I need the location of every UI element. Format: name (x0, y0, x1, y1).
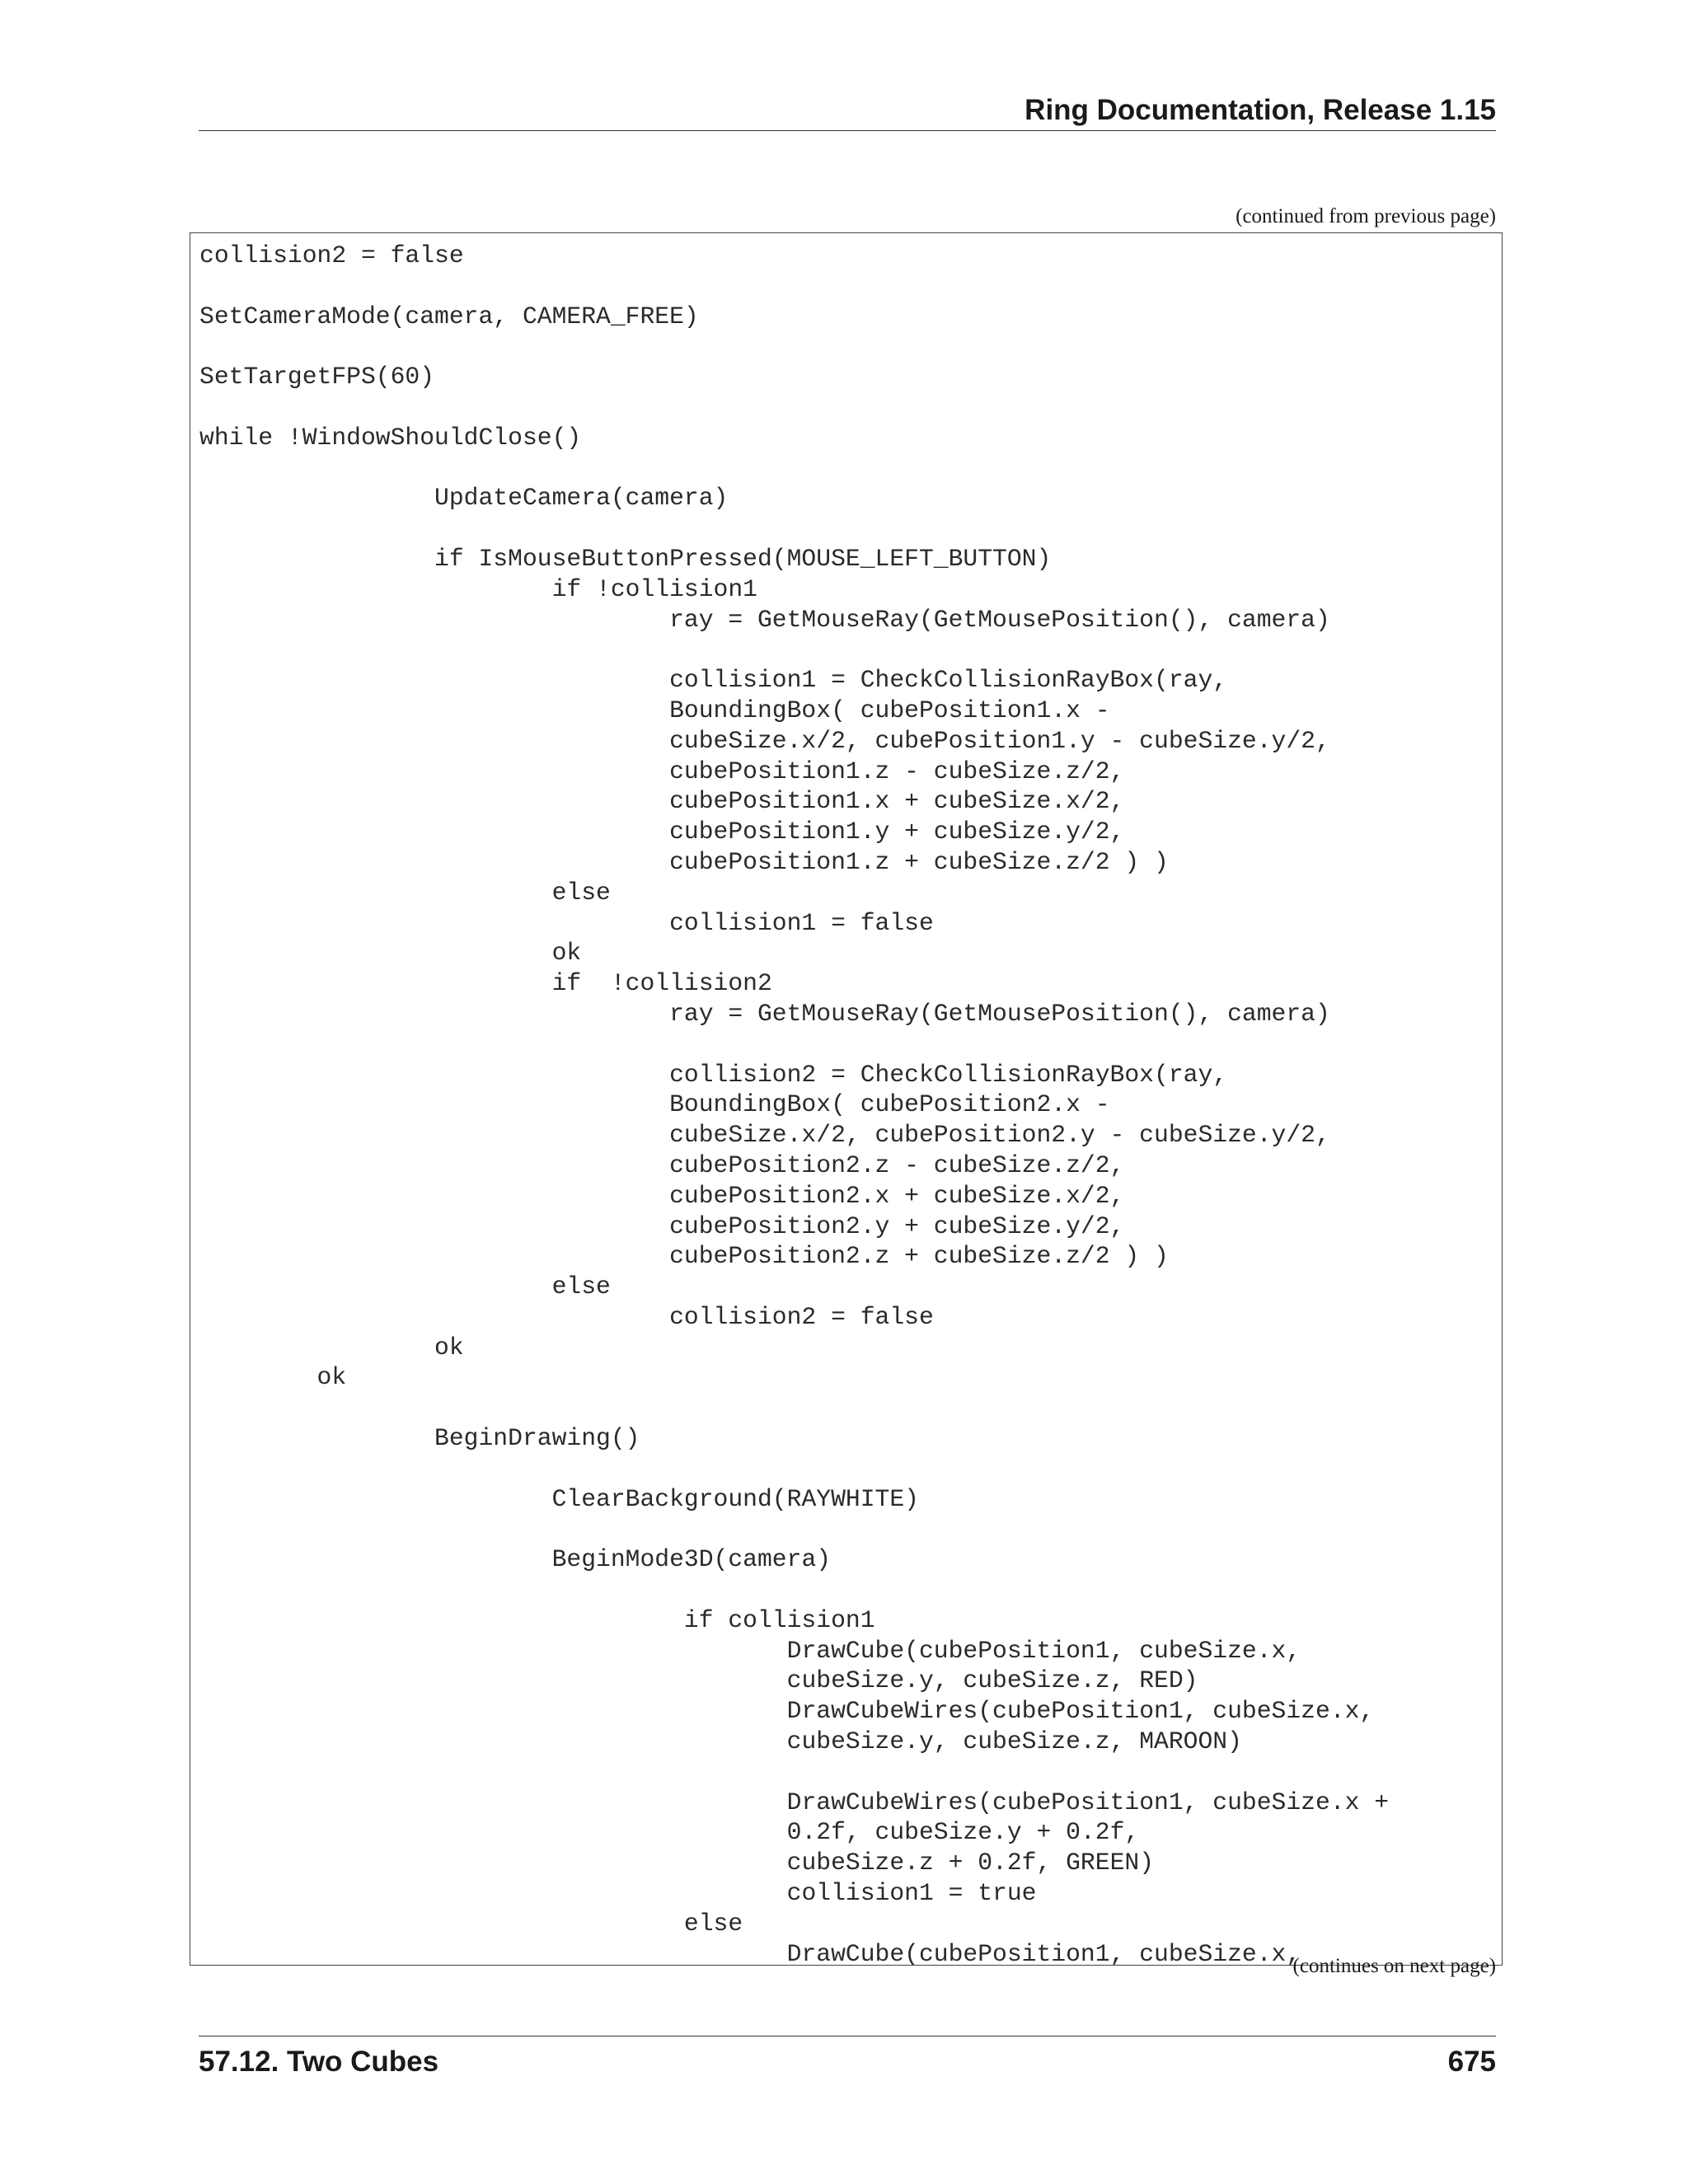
footer-section-title: 57.12. Two Cubes (199, 2046, 439, 2078)
page-number: 675 (1447, 2046, 1496, 2078)
code-block (190, 232, 1503, 1966)
continued-from-label: (continued from previous page) (1236, 205, 1496, 227)
page-header-title: Ring Documentation, Release 1.15 (1025, 94, 1496, 126)
header-rule (199, 130, 1496, 131)
code-listing: collision2 = false SetCameraMode(camera, CAMERA_FREE) SetTargetFPS(60) while !WindowShouldClose() UpdateCamera(camera) if IsMouseButtonPressed(MOUSE_LEFT_BUTTON) if !collision1 ray = GetMouseRay(GetMousePosition(), camera) collision1 = CheckCollisionRayBox(ray, BoundingBox( cubePosition1.x - cubeSize.x/2, cubePosition1.y - cubeSize.y/2, cubePosition1.z - cubeSize.z/2, cubePosition1.x + cubeSize.x/2, cubePosition1.y + cubeSize.y/2, cubePosition1.z + cubeSize.z/2 ) ) else collision1 = false ok if !collision2 ray = GetMouseRay(GetMousePosition(), camera) collision2 = CheckCollisionRayBox(ray, BoundingBox( cubePosition2.x - cubeSize.x/2, cubePosition2.y - cubeSize.y/2, cubePosition2.z - cubeSize.z/2, cubePosition2.x + cubeSize.x/2, cubePosition2.y + cubeSize.y/2, cubePosition2.z + cubeSize.z/2 ) ) else collision2 = false ok ok BeginDrawing() ClearBackground(RAYWHITE) BeginMode3D(camera) if collision1 DrawCube(cubePosition1, cubeSize.x, cubeSize.y, cubeSize.z, RED) DrawCubeWires(cubePosition1, cubeSize.x, cubeSize.y, cubeSize.z, MAROON) DrawCubeWires(cubePosition1, cubeSize.x + 0.2f, cubeSize.y + 0.2f, cubeSize.z + 0.2f, GREEN) collision1 = true else DrawCube(cubePosition1, cubeSize.x, (199, 241, 1390, 1966)
continues-on-label: (continues on next page) (1292, 1955, 1496, 1977)
